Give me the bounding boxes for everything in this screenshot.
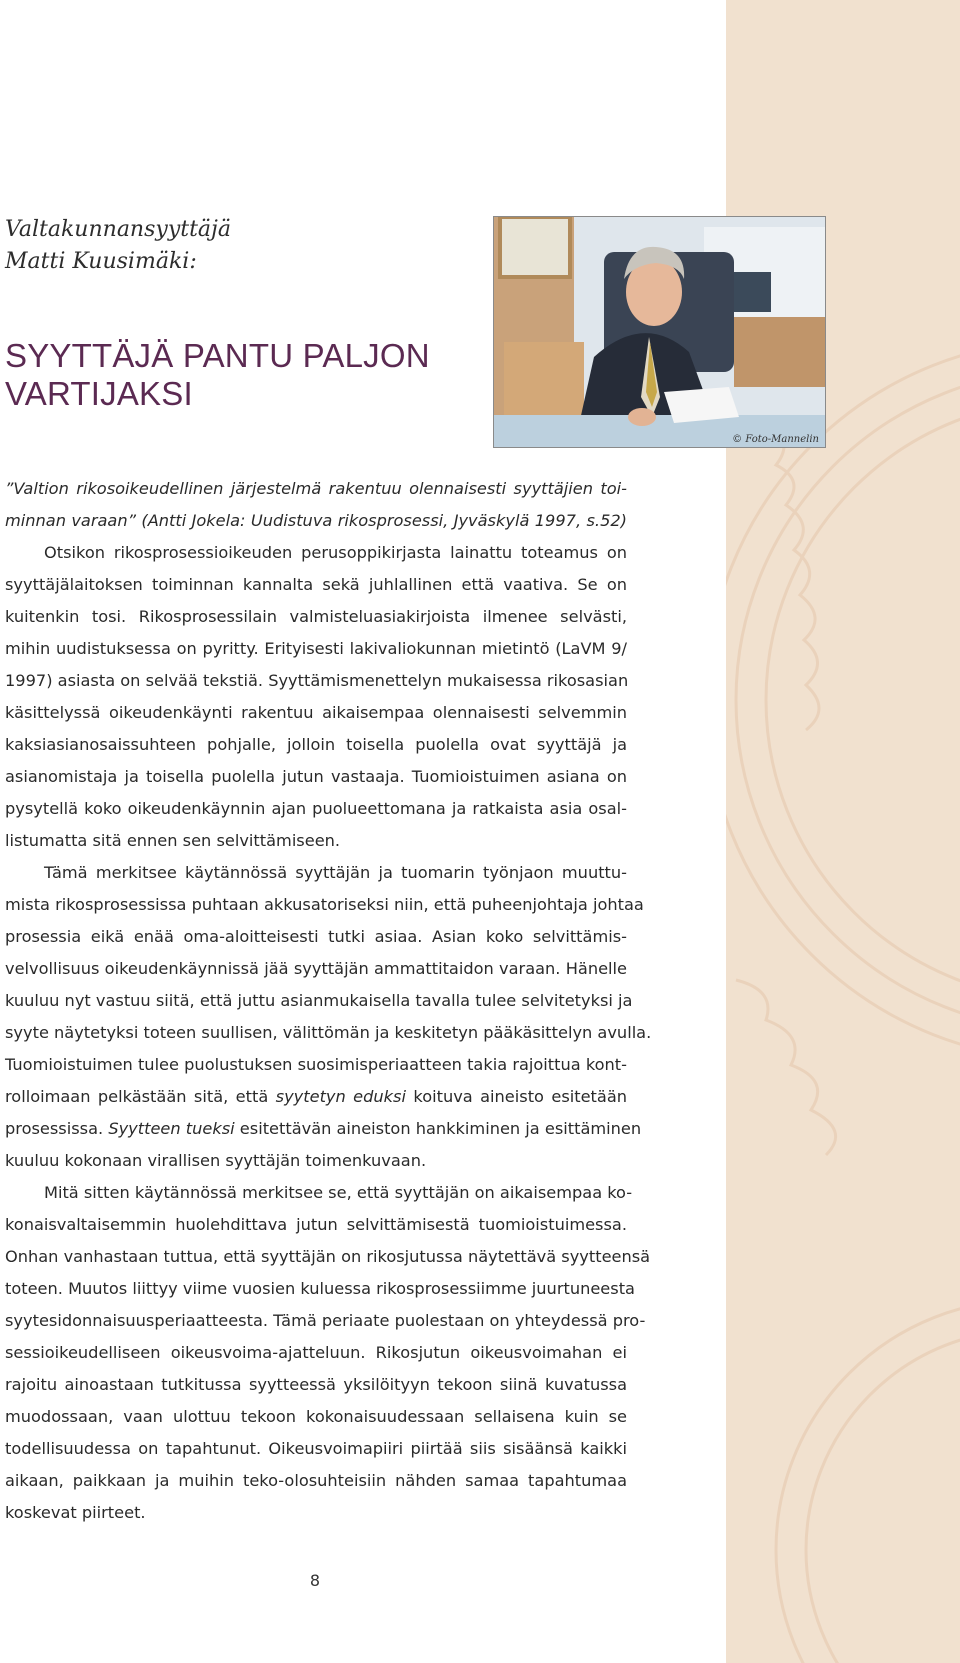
body-line: minnan varaan” (Antti Jokela: Uudistuva rikosprosessi, Jyväskylä 1997, s.52) xyxy=(5,511,627,530)
body-line: rajoitu ainoastaan tutkitussa syytteessä yksilöityyn tekoon siinä kuvatussa xyxy=(5,1375,627,1394)
body-line: toteen. Muutos liittyy viime vuosien kuluessa rikosprosessiimme juurtuneesta xyxy=(5,1279,635,1298)
body-line: todellisuudessa on tapahtunut. Oikeusvoimapiiri piirtää siis sisäänsä kaikki xyxy=(5,1439,627,1458)
body-line: syyte näytetyksi toteen suullisen, välittömän ja keskitetyn pääkäsittelyn avulla. xyxy=(5,1023,652,1042)
body-line: kaksiasianosaissuhteen pohjalle, jolloin toisella puolella ovat syyttäjä ja xyxy=(5,735,627,754)
body-line: ”Valtion rikosoikeudellinen järjestelmä rakentuu olennaisesti syyttäjien toi- xyxy=(5,479,627,498)
body-line: listumatta sitä ennen sen selvittämiseen. xyxy=(5,831,341,850)
photo-credit: © Foto-Mannelin xyxy=(732,434,819,445)
body-line: Tuomioistuimen tulee puolustuksen suosimisperiaatteen takia rajoittua kont- xyxy=(5,1055,627,1074)
body-line xyxy=(5,1113,642,1145)
body-line: Tämä merkitsee käytännössä syyttäjän ja tuomarin työnjaon muuttu- xyxy=(44,863,627,882)
body-line: muodossaan, vaan ulottuu tekoon kokonaisuudessaan sellaisena kuin se xyxy=(5,1407,627,1426)
portrait-illustration xyxy=(494,217,825,447)
body-line-text: esitettävän aineiston hankkiminen ja esittäminen xyxy=(234,1119,642,1138)
article-headline xyxy=(5,337,475,413)
body-line: prosessia eikä enää oma-aloitteisesti tutki asiaa. Asian koko selvittämis- xyxy=(5,927,627,946)
subtitle-line: Matti Kuusimäki: xyxy=(5,249,197,274)
body-line: syyttäjälaitoksen toiminnan kannalta sekä juhlallinen että vaativa. Se on xyxy=(5,575,627,594)
body-line: asianomistaja ja toisella puolella jutun vastaaja. Tuomioistuimen asiana on xyxy=(5,767,627,786)
body-line-text: koituva aineisto esitetään xyxy=(405,1087,627,1106)
headline-line: SYYTTÄJÄ PANTU PALJON xyxy=(5,337,430,374)
body-line: Otsikon rikosprosessioikeuden perusoppikirjasta lainattu toteamus on xyxy=(44,543,627,562)
body-line: Onhan vanhastaan tuttua, että syyttäjän on rikosjutussa näytettävä syytteensä xyxy=(5,1247,651,1266)
body-line-emphasis: Syytteen tueksi xyxy=(108,1119,235,1138)
headline-line: VARTIJAKSI xyxy=(5,375,193,412)
portrait-photo xyxy=(493,216,826,448)
body-line-text: rolloimaan pelkästään sitä, että xyxy=(5,1087,276,1106)
body-line: mihin uudistuksessa on pyritty. Erityisesti lakivaliokunnan mietintö (LaVM 9/ xyxy=(5,639,627,658)
body-line: koskevat piirteet. xyxy=(5,1503,146,1522)
body-line: kuitenkin tosi. Rikosprosessilain valmisteluasiakirjoista ilmenee selvästi, xyxy=(5,607,627,626)
body-line: syytesidonnaisuusperiaatteesta. Tämä periaate puolestaan on yhteydessä pro- xyxy=(5,1311,646,1330)
body-line: Mitä sitten käytännössä merkitsee se, että syyttäjän on aikaisempaa ko- xyxy=(44,1183,633,1202)
body-line: mista rikosprosessissa puhtaan akkusatoriseksi niin, että puheenjohtaja johtaa xyxy=(5,895,644,914)
body-line: konaisvaltaisemmin huolehdittava jutun selvittämisestä tuomioistuimessa. xyxy=(5,1215,627,1234)
body-line: kuuluu nyt vastuu siitä, että juttu asianmukaisella tavalla tulee selvitetyksi ja xyxy=(5,991,633,1010)
body-line: aikaan, paikkaan ja muihin teko-olosuhteisiin nähden samaa tapahtumaa xyxy=(5,1471,627,1490)
body-line: kuuluu kokonaan virallisen syyttäjän toimenkuvaan. xyxy=(5,1151,427,1170)
subtitle-line: Valtakunnansyyttäjä xyxy=(5,217,231,242)
body-line: velvollisuus oikeudenkäynnissä jää syyttäjän ammattitaidon varaan. Hänelle xyxy=(5,959,627,978)
body-line: pysytellä koko oikeudenkäynnin ajan puolueettomana ja ratkaista asia osal- xyxy=(5,799,627,818)
article-body xyxy=(5,473,652,1529)
body-line: 1997) asiasta on selvää tekstiä. Syyttämismenettelyn mukaisessa rikosasian xyxy=(5,671,629,690)
page-number: 8 xyxy=(309,1571,321,1590)
body-line: käsittelyssä oikeudenkäynti rakentuu aikaisempaa olennaisesti selvemmin xyxy=(5,703,627,722)
article-subtitle xyxy=(5,214,425,278)
body-line xyxy=(5,1081,627,1113)
body-line-emphasis: syytetyn eduksi xyxy=(275,1087,406,1106)
body-line: sessioikeudelliseen oikeusvoima-ajatteluun. Rikosjutun oikeusvoimahan ei xyxy=(5,1343,627,1362)
body-line-text: prosessissa. xyxy=(5,1119,109,1138)
